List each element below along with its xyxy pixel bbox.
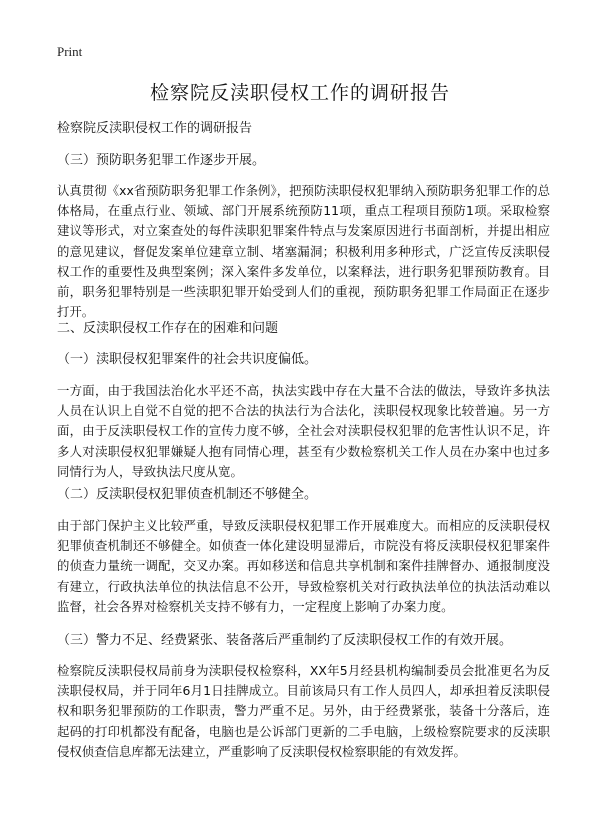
section-paragraph-resources: 检察院反渎职侵权局前身为渎职侵权检察科，XX年5月经县机构编制委员会批准更名为反渎职侵权局，并于同年6月1日挂牌成立。目前该局只有工作人员四人，却承担着反渎职侵权和职务犯罪预防的工作职责，警力严重不足。另外，由于经费紧张，装备十分落后，连起码的打印机都没有配备，电脑也是公诉部门更新的二手电脑，上级检察院要求的反渎职侵权侦查信息库都无法建立，严重影响了反渎职侵权检察职能的有效发挥。	[57, 663, 550, 759]
document-title: 检察院反渎职侵权工作的调研报告	[149, 82, 450, 104]
section-heading-problems: 二、反渎职侵权工作存在的困难和问题	[57, 321, 279, 336]
section-heading-consensus: （一）渎职侵权犯罪案件的社会共识度偏低。	[57, 352, 318, 367]
section-heading-prevention: （三）预防职务犯罪工作逐步开展。	[57, 153, 266, 168]
section-paragraph-consensus: 一方面，由于我国法治化水平还不高，执法实践中存在大量不合法的做法，导致许多执法人员在认识上自觉不自觉的把不合法的执法行为合法化，渎职侵权现象比较普遍。另一方面，由于反渎职侵权工作的宣传力度不够，全社会对渎职侵权犯罪的危害性认识不足，许多人对渎职侵权犯罪嫌疑人抱有同情心理，甚至有少数检察机关工作人员在办案中也过多同情行为人，导致执法尺度从宽。	[57, 383, 550, 479]
print-label[interactable]: Print	[57, 44, 83, 59]
section-paragraph-prevention: 认真贯彻《xx省预防职务犯罪工作条例》，把预防渎职侵权犯罪纳入预防职务犯罪工作的总体格局，在重点行业、领域、部门开展系统预防11项，重点工程项目预防1项。采取检察建议等形式，对立案查处的每件渎职犯罪案件特点与发案原因进行书面剖析，并提出相应的意见建议，督促发案单位建章立制、堵塞漏洞；积极利用多种形式，广泛宣传反渎职侵权工作的重要性及典型案例；深入案件多发单位，以案释法，进行职务犯罪预防教育。目前，职务犯罪特别是一些渎职犯罪开始受到人们的重视，预防职务犯罪工作局面正在逐步打开。	[57, 183, 550, 320]
section-paragraph-mechanism: 由于部门保护主义比较严重，导致反渎职侵权犯罪工作开展难度大。而相应的反渎职侵权犯罪侦查机制还不够健全。如侦查一体化建设明显滞后，市院没有将反渎职侵权犯罪案件的侦查力量统一调配，交叉办案。再如移送和信息共享机制和案件挂牌督办、通报制度没有建立，行政执法单位的执法信息不公开，导致检察机关对行政执法单位的执法活动难以监督，社会各界对检察机关支持不够有力，一定程度上影响了办案力度。	[57, 518, 550, 614]
section-heading-resources: （三）警力不足、经费紧张、装备落后严重制约了反渎职侵权工作的有效开展。	[57, 633, 513, 648]
document-subtitle: 检察院反渎职侵权工作的调研报告	[57, 121, 253, 136]
section-heading-mechanism: （二）反渎职侵权犯罪侦查机制还不够健全。	[57, 487, 318, 502]
